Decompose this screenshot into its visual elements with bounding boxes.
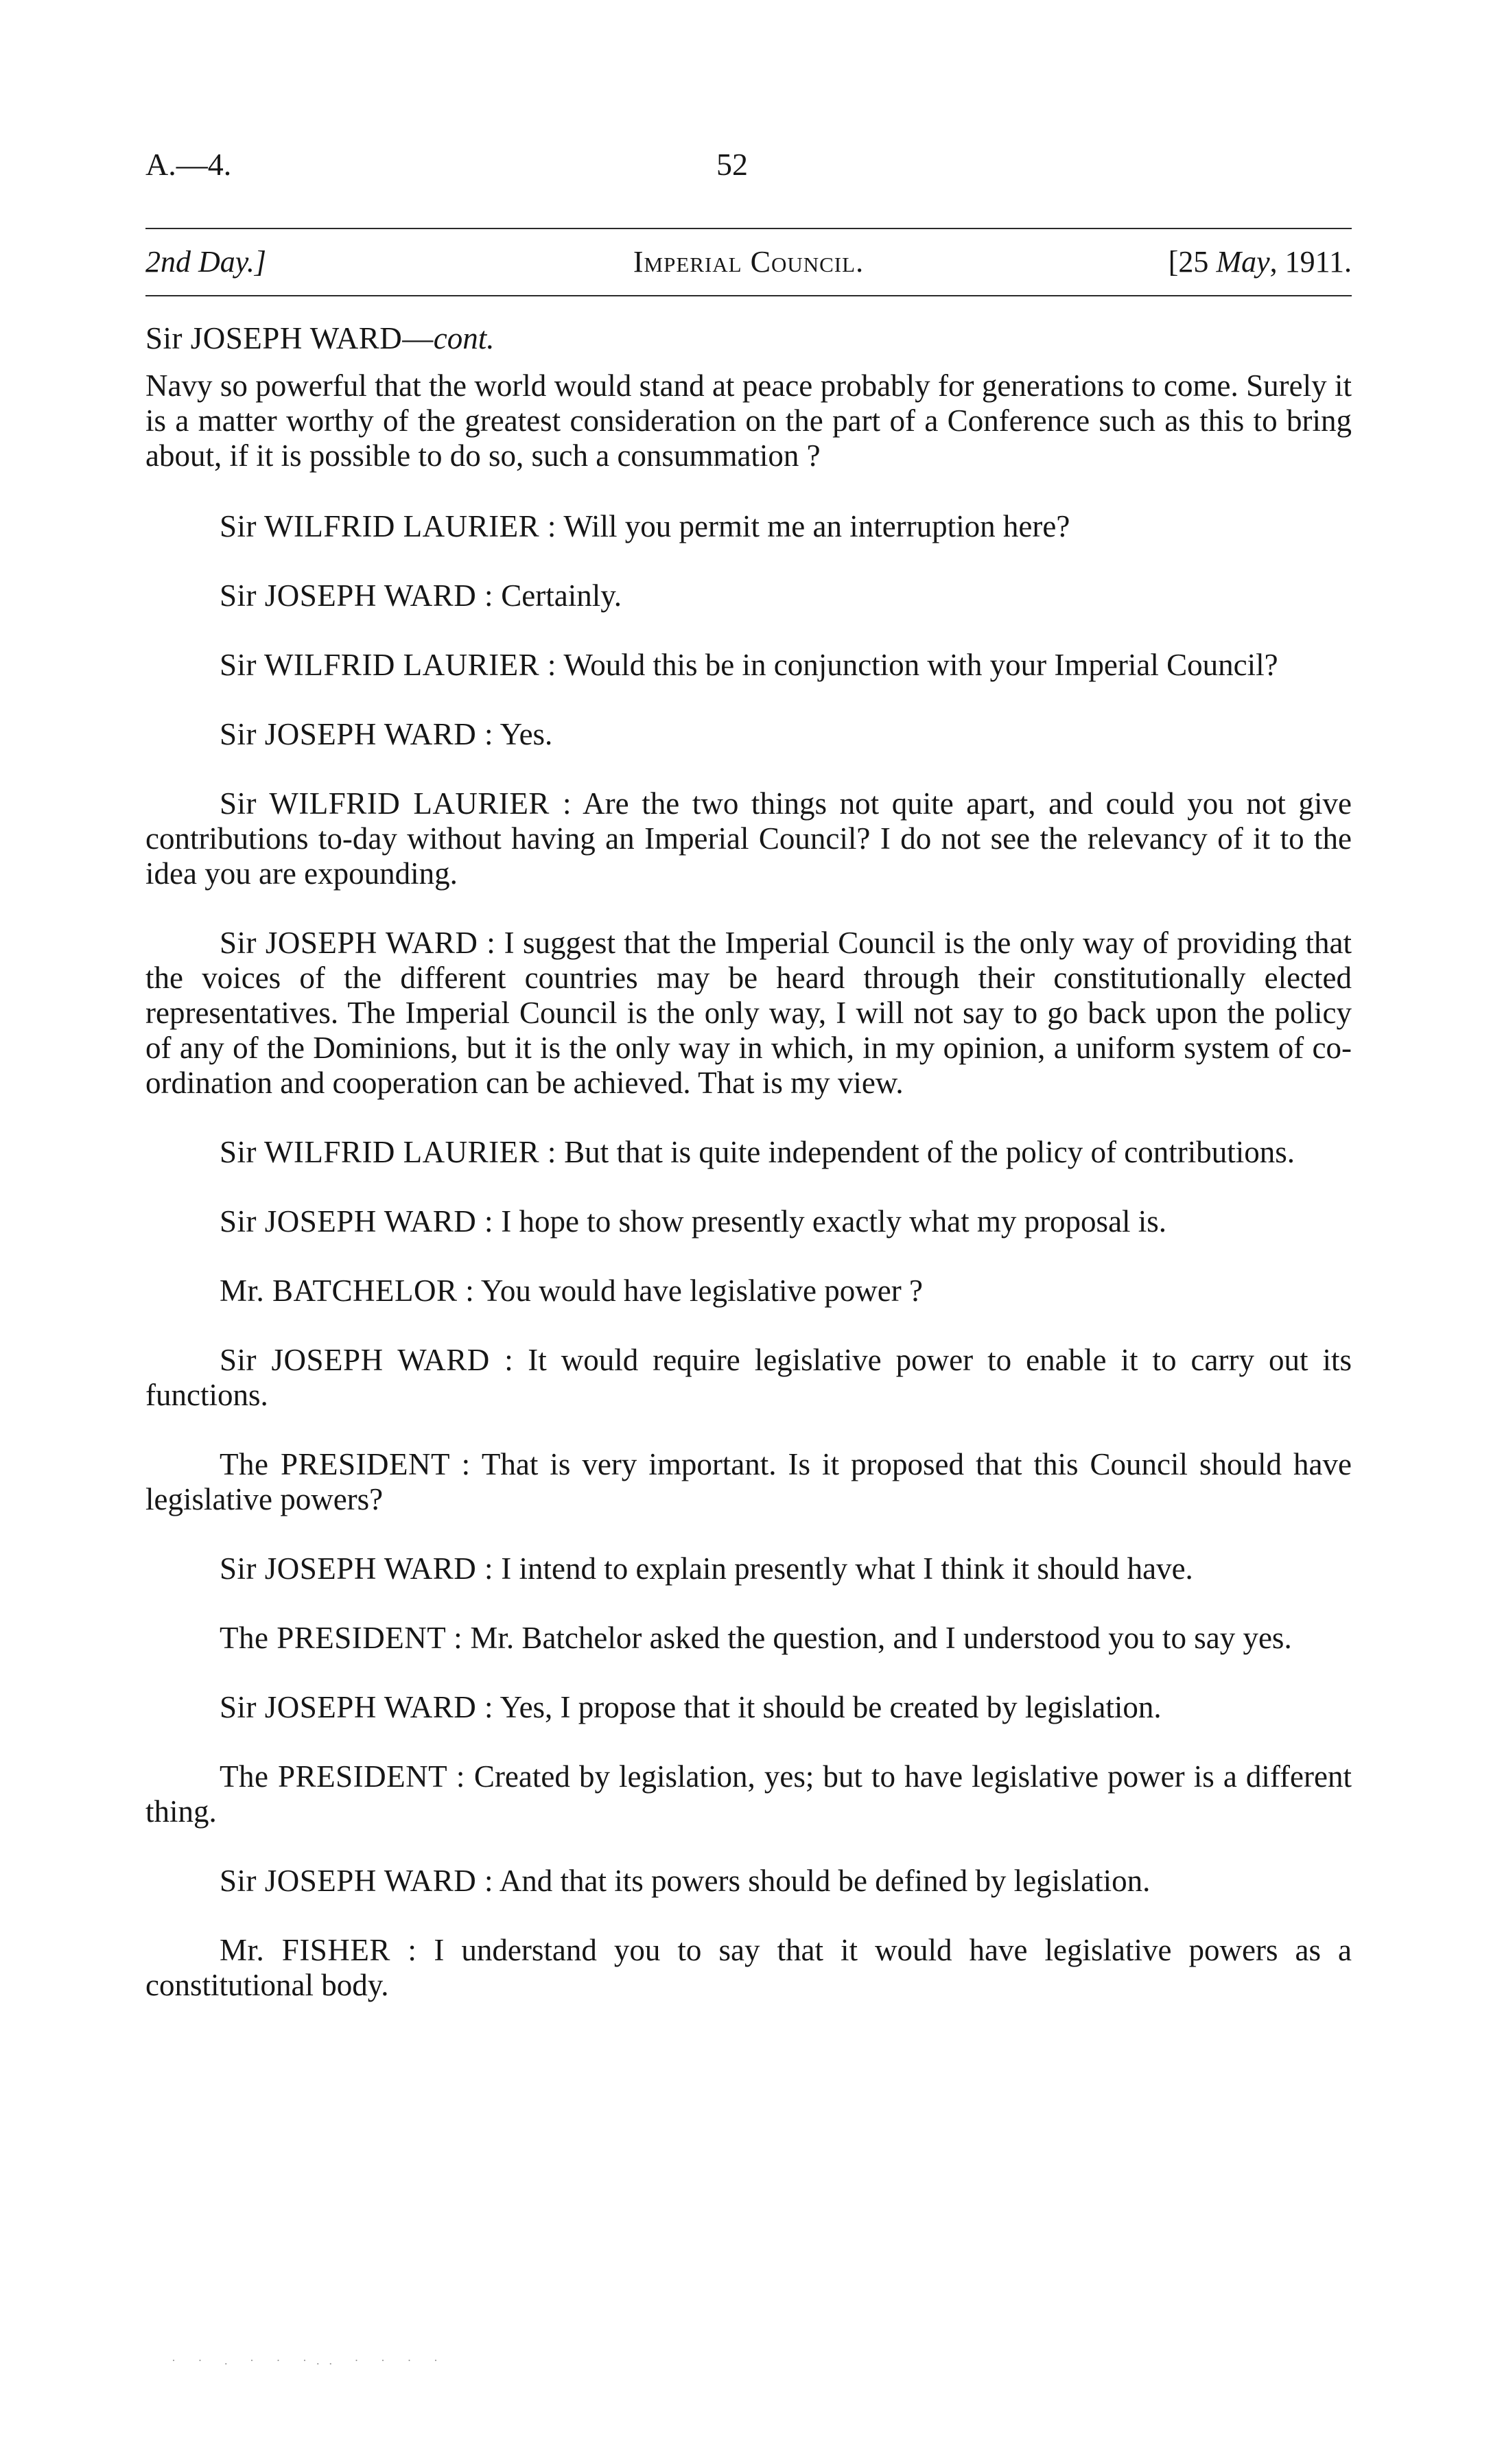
speech-paragraph bbox=[145, 1343, 1352, 1413]
speaker-name: Mr. FISHER : bbox=[220, 1933, 417, 1967]
speech-text: I suggest that the Imperial Council is the only way of providing that the voices of the different countries may be heard through their constitutionally elected representatives. The Imperial Council is the only way, I will not say to go back upon the policy of any of the Dominions, but it is the only way in which, in my opinion, a uniform system of co-ordination and cooperation can be achieved. That is my view. bbox=[145, 926, 1352, 1100]
speech-paragraph bbox=[145, 786, 1352, 891]
speech-text: Will you permit me an interruption here? bbox=[556, 509, 1070, 543]
speech-paragraph bbox=[145, 578, 1352, 613]
speech-paragraph bbox=[145, 648, 1352, 683]
speech-text: I intend to explain presently what I think it should have. bbox=[493, 1551, 1193, 1586]
date-prefix: [25 bbox=[1168, 245, 1217, 279]
speech-paragraph bbox=[145, 1933, 1352, 2003]
speaker-name: The PRESIDENT : bbox=[220, 1621, 463, 1655]
speech-paragraph bbox=[145, 1759, 1352, 1829]
speaker-name: Sir WILFRID LAURIER : bbox=[220, 786, 572, 821]
speaker-name: Sir JOSEPH WARD : bbox=[220, 926, 496, 960]
running-header bbox=[145, 242, 1352, 283]
speaker-name: Sir WILFRID LAURIER : bbox=[220, 1135, 556, 1169]
speech-paragraph bbox=[145, 1274, 1352, 1309]
speech-paragraph bbox=[145, 717, 1352, 752]
speaker-name: Sir JOSEPH WARD : bbox=[220, 1551, 493, 1586]
speech-text: But that is quite independent of the policy of contributions. bbox=[556, 1135, 1295, 1169]
speech-paragraph bbox=[145, 509, 1352, 544]
speaker-name: Sir JOSEPH WARD : bbox=[220, 1864, 493, 1898]
speech-paragraph bbox=[145, 1204, 1352, 1239]
speech-text: I hope to show presently exactly what my proposal is. bbox=[493, 1204, 1167, 1239]
speech-text: And that its powers should be defined by legislation. bbox=[493, 1864, 1151, 1898]
page-number: 52 bbox=[716, 147, 748, 182]
speaker-name: The PRESIDENT : bbox=[220, 1447, 471, 1481]
continuation-speaker: Sir JOSEPH WARD— bbox=[145, 321, 434, 355]
speech-text: Created by legislation, yes; but to have legislative power is a different thing. bbox=[145, 1759, 1352, 1829]
scan-artifact-specks: · · . · · ·.. · · · · bbox=[172, 2354, 447, 2367]
speaker-name: Sir JOSEPH WARD : bbox=[220, 578, 493, 613]
header-rule-bottom bbox=[145, 295, 1352, 296]
speaker-name: Sir WILFRID LAURIER : bbox=[220, 509, 556, 543]
speech-text: Are the two things not quite apart, and could you not give contributions to-day without having an Imperial Council? I do not see the relevancy of it to the idea you are expounding. bbox=[145, 786, 1352, 891]
document-reference: A.—4. bbox=[145, 147, 232, 182]
speech-text: It would require legislative power to enable it to carry out its functions. bbox=[145, 1343, 1352, 1412]
running-header-day: 2nd Day.] bbox=[145, 245, 266, 279]
speech-text: Would this be in conjunction with your Imperial Council? bbox=[556, 648, 1278, 682]
speaker-name: Mr. BATCHELOR : bbox=[220, 1274, 475, 1308]
speech-paragraph bbox=[145, 1135, 1352, 1170]
date-month: May bbox=[1216, 245, 1270, 279]
speech-paragraph bbox=[145, 1864, 1352, 1899]
continuation-marker: cont. bbox=[433, 321, 495, 355]
running-header-date bbox=[1169, 242, 1352, 283]
speech-text: You would have legislative power ? bbox=[474, 1274, 923, 1308]
continuation-heading bbox=[145, 321, 1352, 356]
running-header-title: Imperial Council. bbox=[633, 245, 865, 279]
header-rule-top bbox=[145, 228, 1352, 229]
speaker-name: Sir JOSEPH WARD : bbox=[220, 717, 493, 751]
speaker-name: Sir JOSEPH WARD : bbox=[220, 1204, 493, 1239]
speaker-name: Sir WILFRID LAURIER : bbox=[220, 648, 556, 682]
proceedings-text bbox=[145, 321, 1352, 2037]
speech-paragraph bbox=[145, 1690, 1352, 1725]
speech-text: That is very important. Is it proposed that this Council should have legislative powers? bbox=[145, 1447, 1352, 1516]
speech-text: Certainly. bbox=[493, 578, 622, 613]
date-suffix: , 1911. bbox=[1269, 245, 1352, 279]
speech-paragraph bbox=[145, 1621, 1352, 1656]
speaker-name: Sir JOSEPH WARD : bbox=[220, 1690, 493, 1724]
speech-paragraph bbox=[145, 1447, 1352, 1517]
speaker-name: Sir JOSEPH WARD : bbox=[220, 1343, 514, 1377]
speech-paragraph bbox=[145, 926, 1352, 1101]
speech-text: I understand you to say that it would have legislative powers as a constitutional body. bbox=[145, 1933, 1352, 2002]
speech-text: Yes. bbox=[493, 717, 553, 751]
speaker-name: The PRESIDENT : bbox=[220, 1759, 465, 1794]
speech-paragraph bbox=[145, 1551, 1352, 1586]
speech-text: Yes, I propose that it should be created by legislation. bbox=[493, 1690, 1162, 1724]
speech-text: Mr. Batchelor asked the question, and I understood you to say yes. bbox=[462, 1621, 1292, 1655]
continuation-paragraph: Navy so powerful that the world would stand at peace probably for generations to come. Surely it is a matter worthy of the greatest consideration on the part of a Conference such as this to bring about, if it is possible to do so, such a consummation ? bbox=[145, 368, 1352, 473]
